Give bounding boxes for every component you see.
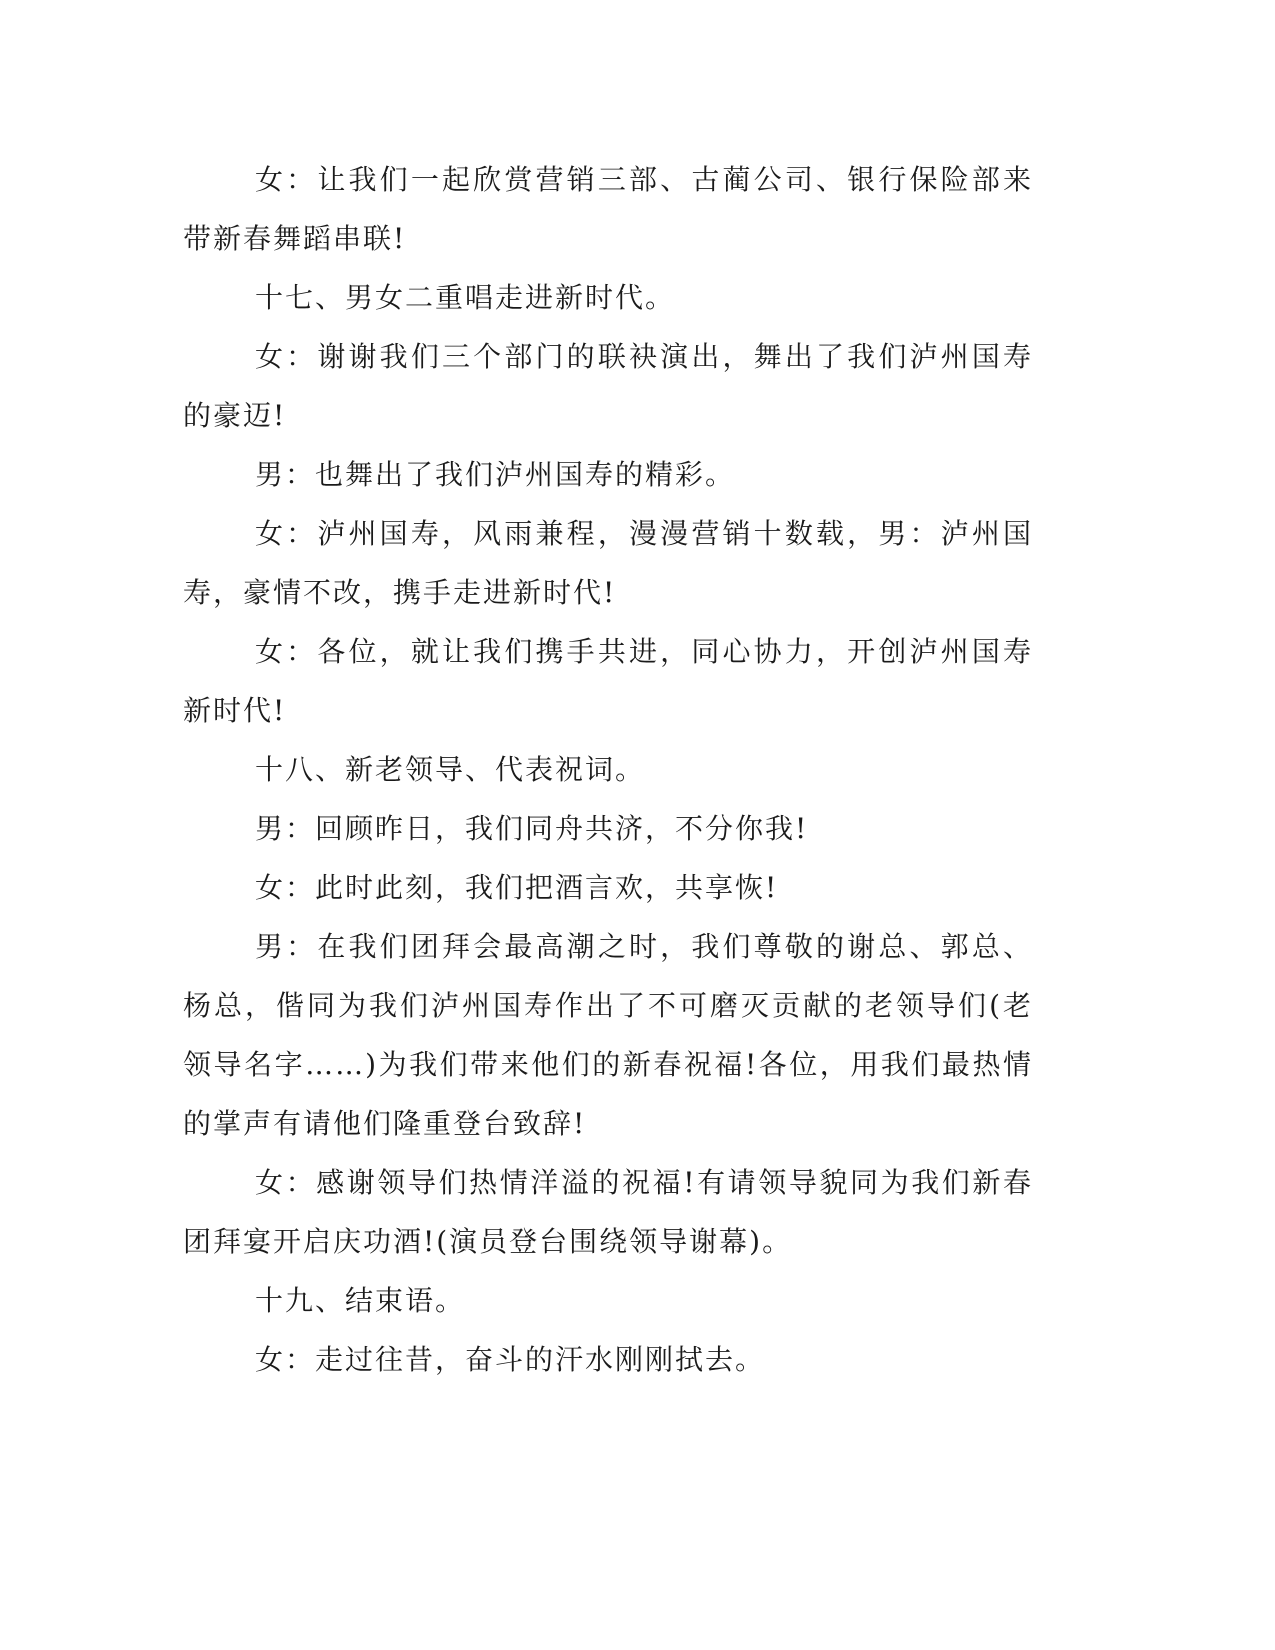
paragraph: 男：在我们团拜会最高潮之时，我们尊敬的谢总、郭总、杨总，偕同为我们泸州国寿作出了不可磨灭贡献的老领导们(老领导名字……)为我们带来他们的新春祝福!各位，用我们最热情的掌声有请他们隆重登台致辞!: [183, 930, 1033, 1140]
paragraph: 女：谢谢我们三个部门的联袂演出，舞出了我们泸州国寿的豪迈!: [183, 340, 1033, 432]
paragraph: 女：此时此刻，我们把酒言欢，共享恢!: [255, 871, 779, 904]
paragraph: 女：让我们一起欣赏营销三部、古蔺公司、银行保险部来带新春舞蹈串联!: [183, 163, 1033, 255]
paragraph: 女：泸州国寿，风雨兼程，漫漫营销十数载，男：泸州国寿，豪情不改，携手走进新时代!: [183, 517, 1033, 609]
paragraph: 男：回顾昨日，我们同舟共济，不分你我!: [255, 812, 809, 845]
section-heading: 十九、结束语。: [255, 1284, 466, 1317]
section-heading: 十八、新老领导、代表祝词。: [255, 753, 646, 786]
paragraph: 女：各位，就让我们携手共进，同心协力，开创泸州国寿新时代!: [183, 635, 1033, 727]
document-body: [183, 150, 1033, 1389]
paragraph: 男：也舞出了我们泸州国寿的精彩。: [255, 458, 736, 491]
paragraph: 女：感谢领导们热情洋溢的祝福!有请领导貌同为我们新春团拜宴开启庆功酒!(演员登台围绕领导谢幕)。: [183, 1166, 1033, 1258]
section-heading: 十七、男女二重唱走进新时代。: [255, 281, 676, 314]
paragraph: 女：走过往昔，奋斗的汗水刚刚拭去。: [255, 1343, 766, 1376]
